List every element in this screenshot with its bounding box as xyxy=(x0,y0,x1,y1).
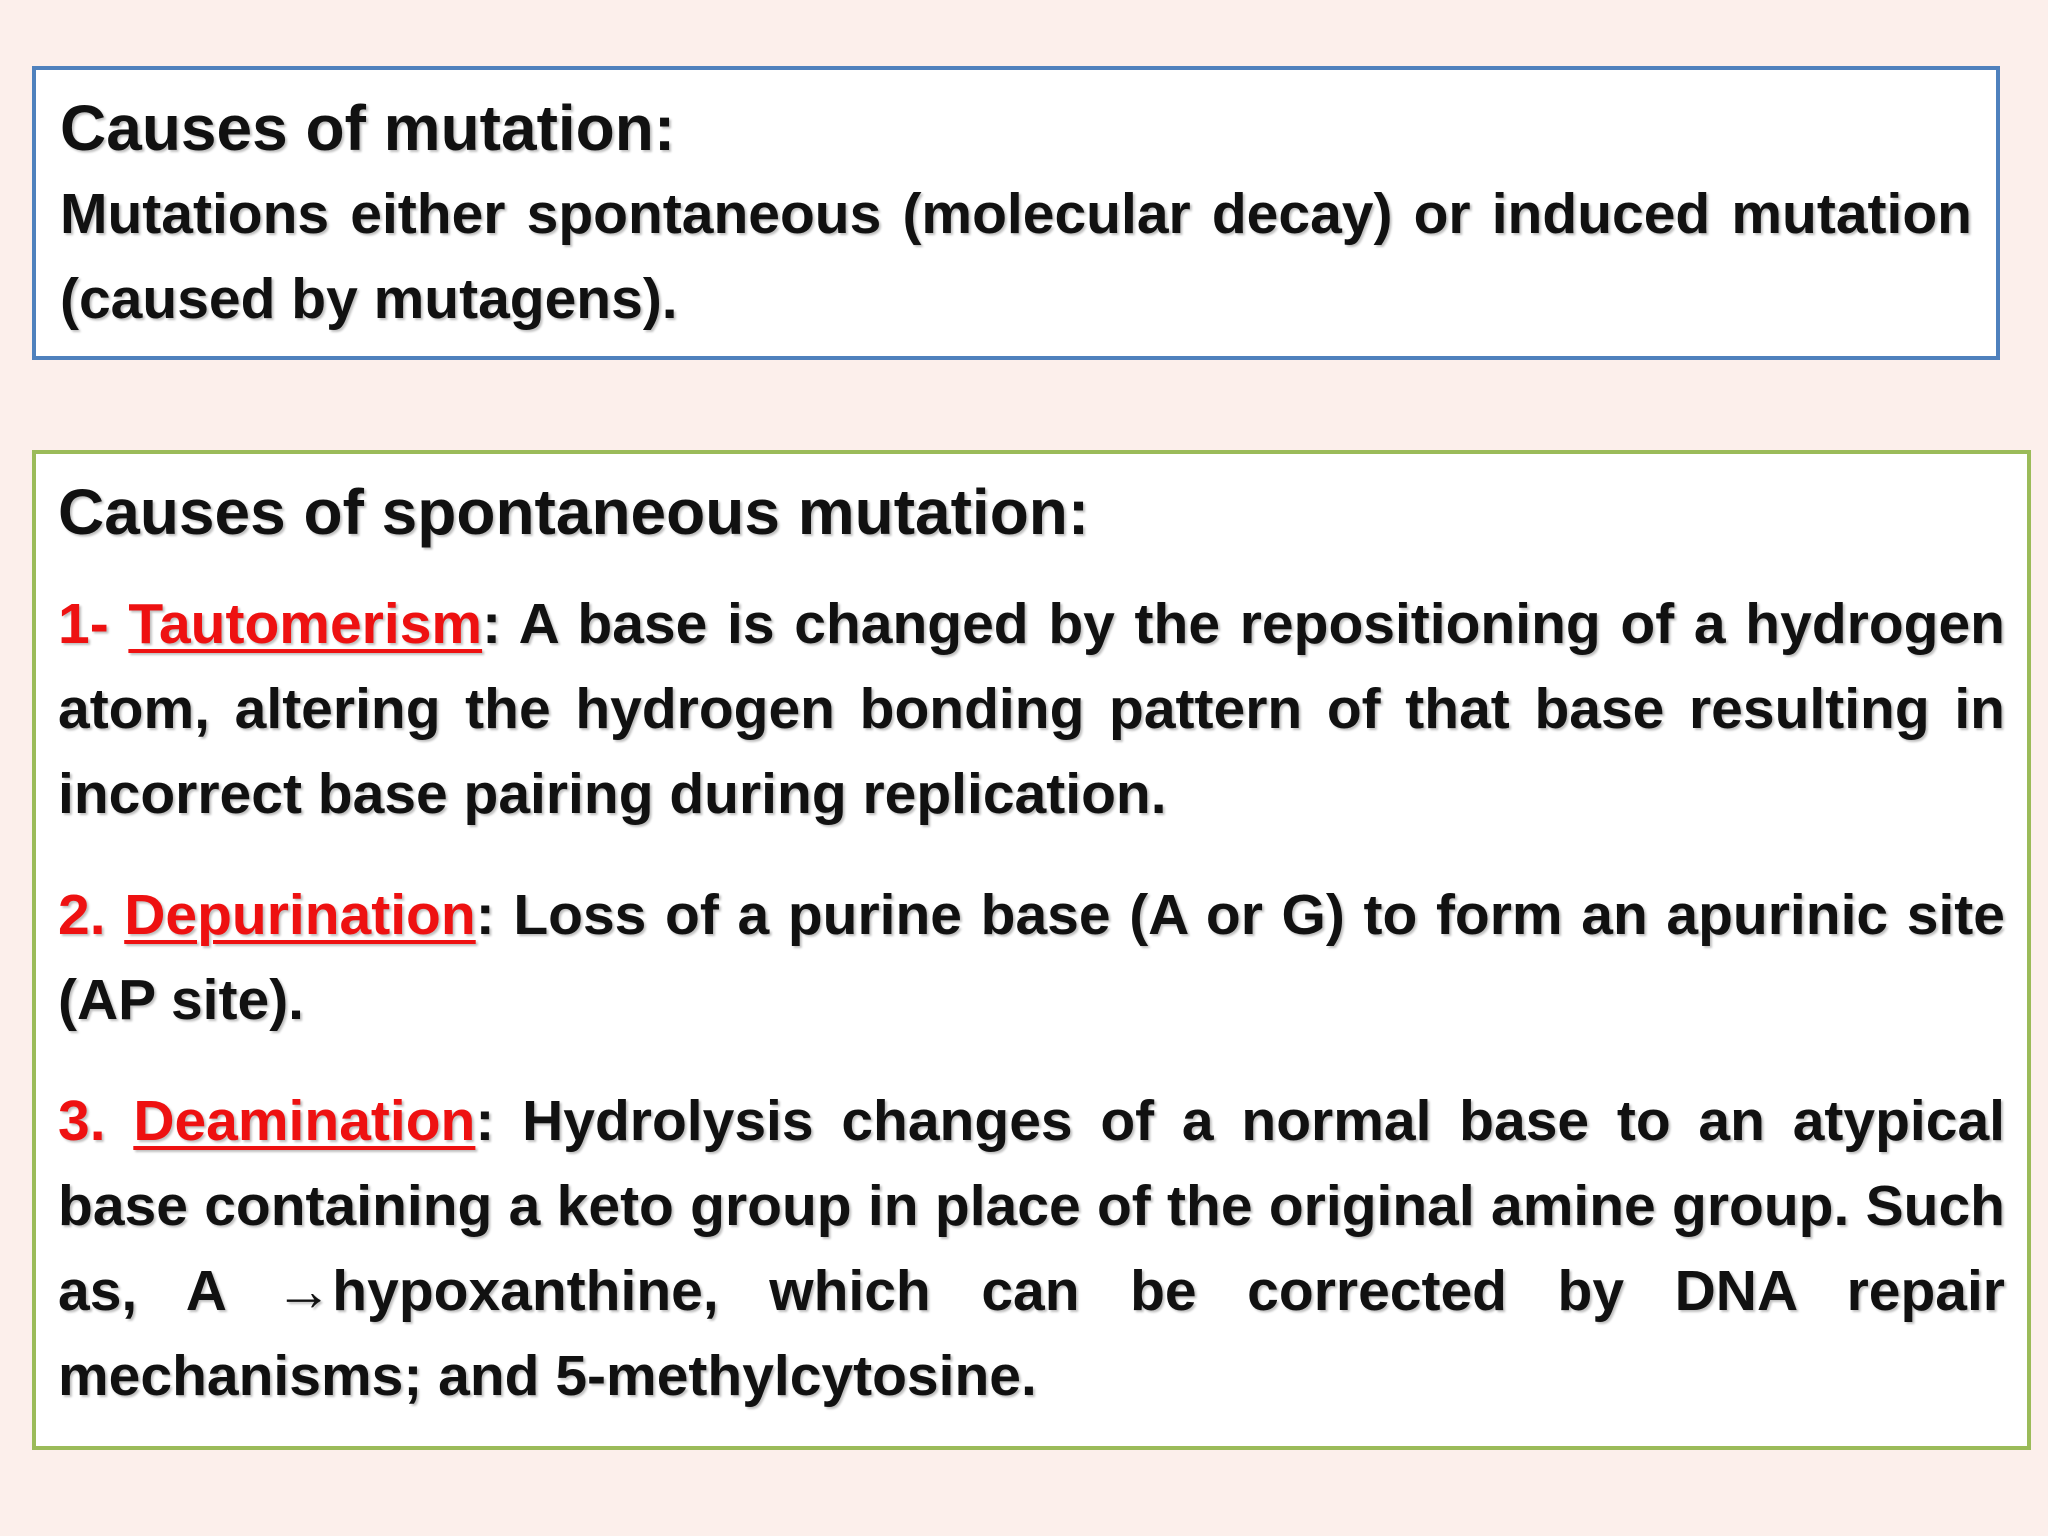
spontaneous-mutation-heading: Causes of spontaneous mutation: xyxy=(58,476,1090,548)
item-description: : Loss of a purine base (A or G) to form an apurinic site (AP site). xyxy=(58,883,2005,1032)
term-depurination: Depurination xyxy=(124,883,476,947)
item-tautomerism xyxy=(58,582,2005,837)
item-description: : A base is changed by the repositioning of a hydrogen atom, altering the hydrogen bonding pattern of that base resulting in incorrect base pairing during replication. xyxy=(58,592,2005,826)
item-number: 2. xyxy=(58,883,106,947)
item-number: 1- xyxy=(58,592,109,656)
item-number: 3. xyxy=(58,1089,106,1153)
item-deamination xyxy=(58,1079,2005,1419)
causes-of-mutation-box xyxy=(32,66,2000,360)
item-depurination xyxy=(58,873,2005,1043)
term-deamination: Deamination xyxy=(133,1089,476,1153)
causes-of-mutation-heading: Causes of mutation: xyxy=(60,92,676,164)
causes-of-spontaneous-mutation-box xyxy=(32,450,2031,1450)
term-tautomerism: Tautomerism xyxy=(128,592,483,656)
item-description: : Hydrolysis changes of a normal base to an atypical base containing a keto group in place of the original amine group. Such as, A →hypoxanthine, which can be corrected by DNA repair mechanisms; and 5-methylcytosine. xyxy=(58,1089,2005,1408)
causes-of-mutation-text: Mutations either spontaneous (molecular decay) or induced mutation (caused by mutagens). xyxy=(60,182,1972,331)
